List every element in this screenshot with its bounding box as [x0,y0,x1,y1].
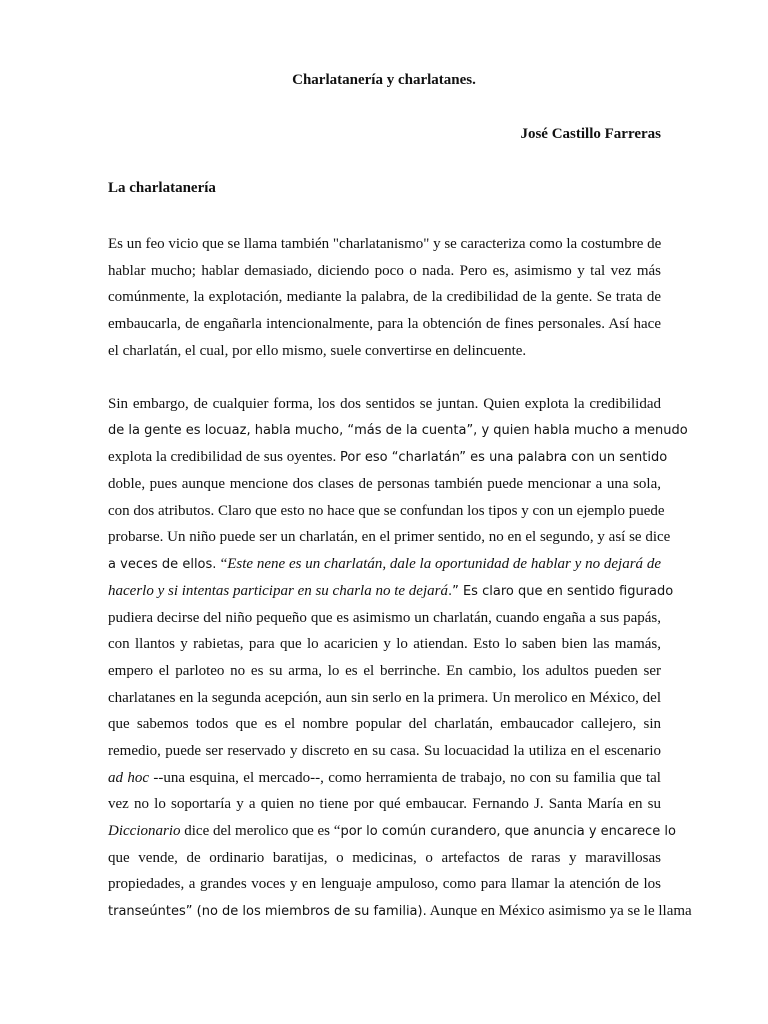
text-run: dice del merolico que es “ [180,823,341,839]
paragraph-line: empero el parloteo no es su arma, lo es el berrinche. En cambio, los adultos pueden ser [108,662,661,679]
paragraph-line: propiedades, a grandes voces y en lenguaje ampuloso, como para llamar la atención de los [108,876,661,893]
paragraph-line: embaucarla, de engañarla intencionalmente, para la obtención de fines personales. Así hace [108,316,661,333]
paragraph-line: pudiera decirse del niño pequeño que es asimismo un charlatán, cuando engaña a sus papás, [108,609,661,626]
paragraph-line [108,444,668,471]
text-run: por lo común curandero, que anuncia y encarece lo [340,824,676,839]
author-name: José Castillo Farreras [520,126,661,142]
paragraph-line: Sin embargo, de cualquier forma, los dos sentidos se juntan. Quien explota la credibilidad [108,396,661,412]
paragraph-line: remedio, puede ser reservado y discreto en su casa. Su locuacidad la utiliza en el escenario [108,742,661,759]
paragraph-line: hablar mucho; hablar demasiado, diciendo poco o nada. Pero es, asimismo y tal vez más [108,262,661,279]
paragraph-line: probarse. Un niño puede ser un charlatán, en el primer sentido, no en el segundo, y así se dice [108,529,671,546]
text-run: Aunque en México asimismo ya se le llama [426,903,692,920]
paragraph-line [108,578,674,605]
paragraph-line: que sabemos todos que es el nombre popular del charlatán, embaucador callejero, sin [108,716,661,733]
document-title: Charlatanería y charlatanes. [292,72,476,88]
quote-italic: hacerlo y si intentas participar en su charla no te dejará [108,582,448,599]
paragraph-line: el charlatán, el cual, por ello mismo, suele convertirse en delincuente. [108,342,527,359]
text-run: Por eso “charlatán” es una palabra con un sentido [340,450,668,466]
paragraph-1 [108,231,661,364]
paragraph-line: charlatanes en la segunda acepción, aun sin serlo en la primera. Un merolico en México, del [108,689,661,706]
text-run: explota la credibilidad de sus oyentes. [108,449,341,466]
quote-italic: Este nene es un charlatán, dale la oportunidad de hablar y no dejará de [227,556,662,573]
text-run: “ [220,556,228,573]
paragraph-line [108,898,692,925]
section-heading: La charlatanería [108,180,216,196]
paragraph-line: que vende, de ordinario baratijas, o medicinas, o artefactos de raras y maravillosas [108,849,661,866]
paragraph-line [108,551,661,578]
paragraph-line [108,818,676,845]
text-run: a veces de ellos. [108,557,221,573]
text-run: .” Es claro que en sentido figurado [447,583,674,599]
paragraph-line: vez no lo soportaría y a quien no tiene por qué embaucar. Fernando J. Santa María en su [108,796,661,813]
latin-phrase-italic: ad hoc [108,769,150,786]
paragraph-line: doble, pues aunque mencione dos clases de personas también puede mencionar a una sola, [108,476,661,493]
paragraph-line [108,765,661,792]
paragraph-2 [108,391,692,925]
text-run: transeúntes” (no de los miembros de su familia). [108,904,427,920]
paragraph-line: de la gente es locuaz, habla mucho, “más de la cuenta”, y quien habla mucho a menudo [108,422,688,438]
book-title-italic: Diccionario [108,823,181,839]
paragraph-line: con dos atributos. Claro que esto no hace que se confundan los tipos y con un ejemplo puede [108,502,665,519]
text-run: --una esquina, el mercado--, como herramienta de trabajo, no con su familia que tal [149,769,661,786]
paragraph-line: Es un feo vicio que se llama también "charlatanismo" y se caracteriza como la costumbre de [108,236,662,252]
paragraph-line: con llantos y rabietas, para que lo acaricien y lo atiendan. Esto lo saben bien las mamás, [108,636,661,653]
paragraph-line: comúnmente, la explotación, mediante la palabra, de la credibilidad de la gente. Se trata de [108,289,661,306]
